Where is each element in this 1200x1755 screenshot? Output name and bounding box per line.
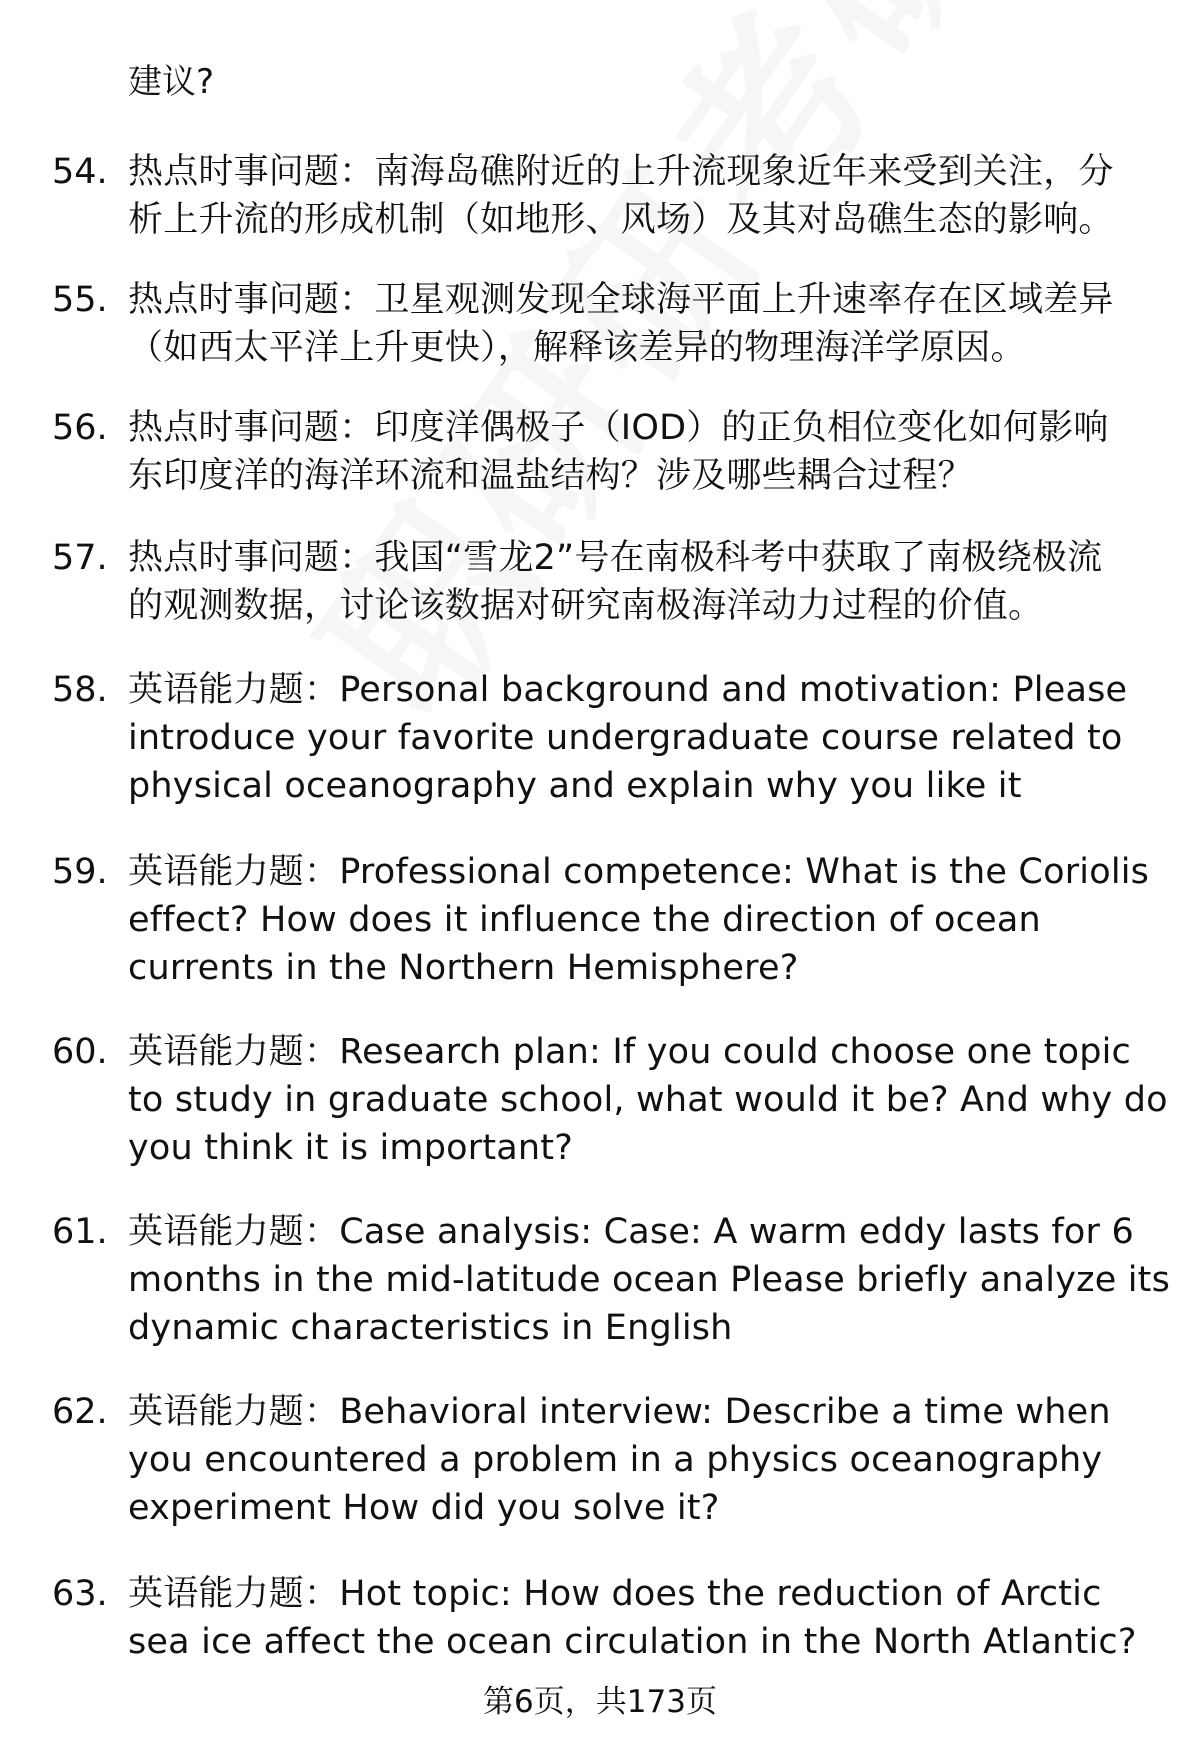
- question-number: 60.: [52, 1032, 108, 1072]
- question-text: [128, 276, 1168, 372]
- question-text: [128, 666, 1168, 810]
- question-text: [128, 1028, 1168, 1172]
- question-text: [128, 1208, 1171, 1352]
- question-line: physical oceanography and explain why you like it: [128, 766, 1022, 806]
- question-line: 英语能力题：Case analysis: Case: A warm eddy lasts for 6: [128, 1212, 1134, 1252]
- question-text: [128, 848, 1168, 992]
- continuation-text: 建议?: [128, 62, 215, 102]
- question-number: 56.: [52, 408, 108, 448]
- question-text: [128, 1570, 1168, 1666]
- question-number: 57.: [52, 538, 108, 578]
- question-line: introduce your favorite undergraduate course related to: [128, 718, 1123, 758]
- question-number: 59.: [52, 852, 108, 892]
- question-number: 62.: [52, 1392, 108, 1432]
- question-text: [128, 148, 1168, 244]
- question-line: you think it is important?: [128, 1128, 573, 1168]
- watermark: [250, 0, 1047, 757]
- question-line: 东印度洋的海洋环流和温盐结构？涉及哪些耦合过程？: [128, 456, 973, 496]
- question-line: 英语能力题：Professional competence: What is the Coriolis: [128, 852, 1150, 892]
- question-text: [128, 534, 1168, 630]
- question-line: experiment How did you solve it?: [128, 1488, 720, 1528]
- question-line: 热点时事问题：卫星观测发现全球海平面上升速率存在区域差异: [128, 280, 1114, 320]
- question-line: 英语能力题：Behavioral interview: Describe a time when: [128, 1392, 1111, 1432]
- question-number: 55.: [52, 280, 108, 320]
- question-line: effect? How does it influence the direction of ocean: [128, 900, 1041, 940]
- question-line: to study in graduate school, what would it be? And why do: [128, 1080, 1168, 1120]
- question-line: months in the mid-latitude ocean Please briefly analyze its: [128, 1260, 1171, 1300]
- question-line: dynamic characteristics in English: [128, 1308, 733, 1348]
- question-number: 63.: [52, 1574, 108, 1614]
- question-line: 热点时事问题：印度洋偶极子（IOD）的正负相位变化如何影响: [128, 408, 1109, 448]
- question-line: 英语能力题：Personal background and motivation: Please: [128, 670, 1128, 710]
- question-line: （如西太平洋上升更快），解释该差异的物理海洋学原因。: [128, 328, 1026, 368]
- page-footer: 第6页，共173页: [483, 1684, 717, 1720]
- question-line: sea ice affect the ocean circulation in the North Atlantic?: [128, 1622, 1137, 1662]
- question-line: 的观测数据，讨论该数据对研究南极海洋动力过程的价值。: [128, 586, 1044, 626]
- question-line: 热点时事问题：我国“雪龙2”号在南极科考中获取了南极绕极流: [128, 538, 1103, 578]
- question-line: 英语能力题：Research plan: If you could choose one topic: [128, 1032, 1131, 1072]
- question-line: you encountered a problem in a physics oceanography: [128, 1440, 1103, 1480]
- question-text: [128, 1388, 1168, 1532]
- question-number: 54.: [52, 152, 108, 192]
- question-number: 61.: [52, 1212, 108, 1252]
- question-number: 58.: [52, 670, 108, 710]
- question-text: [128, 404, 1168, 500]
- question-line: 热点时事问题：南海岛礁附近的上升流现象近年来受到关注，分: [128, 152, 1114, 192]
- question-line: 英语能力题：Hot topic: How does the reduction of Arctic: [128, 1574, 1102, 1614]
- question-line: 析上升流的形成机制（如地形、风场）及其对岛礁生态的影响。: [128, 200, 1114, 240]
- question-line: currents in the Northern Hemisphere?: [128, 948, 799, 988]
